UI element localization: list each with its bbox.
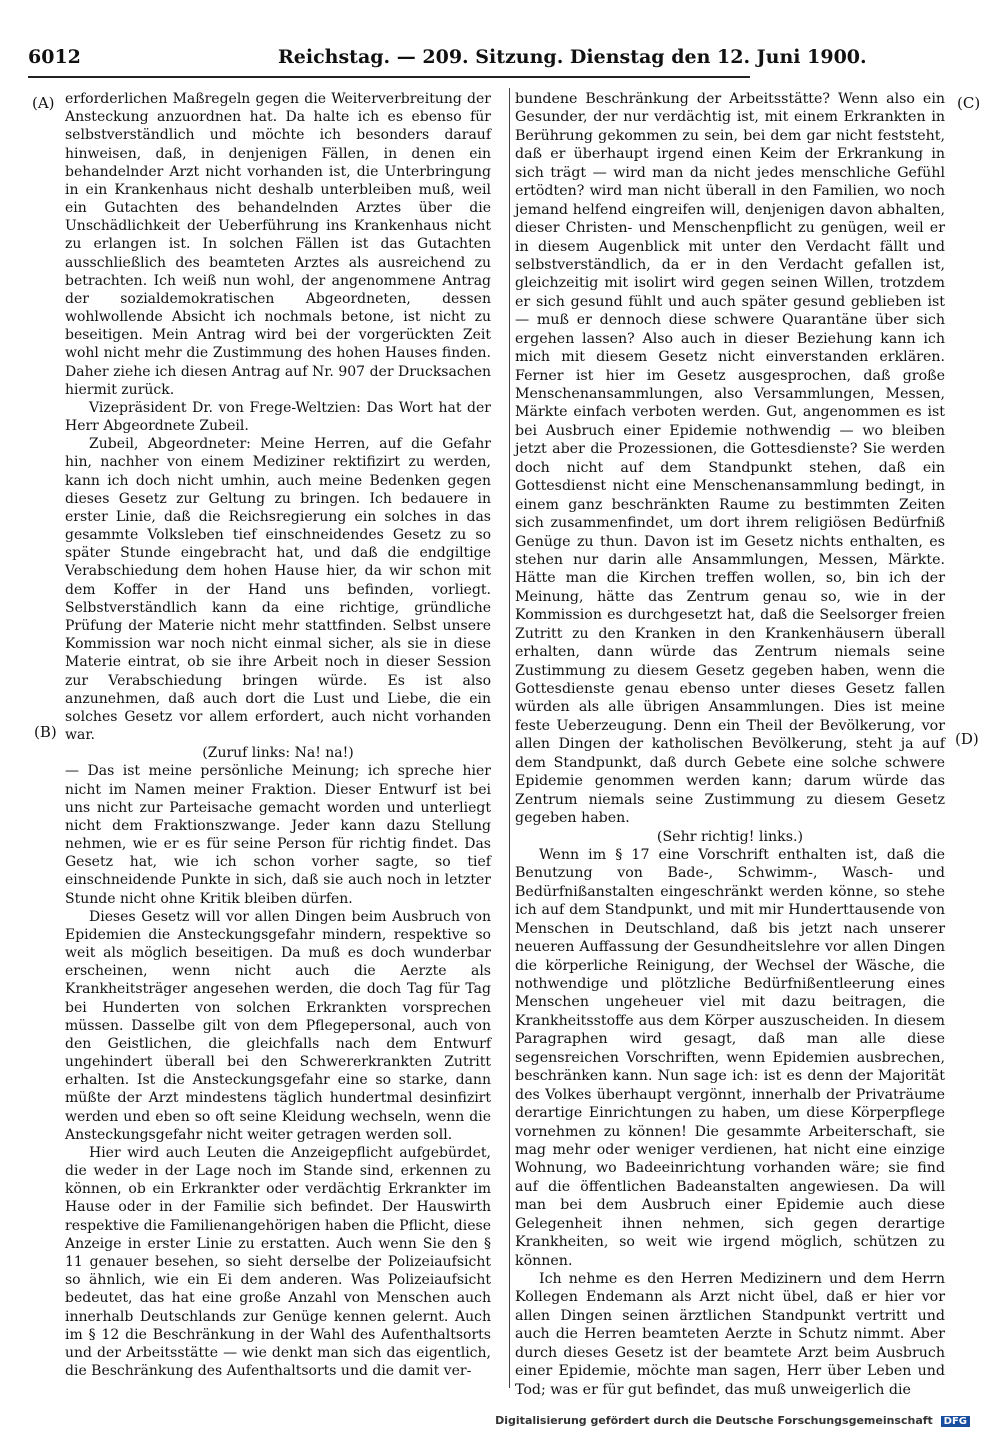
interjection: (Sehr richtig! links.)	[656, 828, 804, 845]
paragraph: Dieses Gesetz will vor allen Dingen beim Ausbruch von Epidemien die Ansteckungsgefahr mindern, respektive so weit als möglich beseitigen. Da muß es doch wunderbar erscheinen, wenn nicht auch die Aerzte als Krankheitsträger angesehen werden, die doch Tag für Tag bei Hunderten von solchen Erkrankten vorsprechen müssen. Dasselbe gilt von dem Pflegepersonal, auch von den Geistlichen, die gleichfalls nach dem Entwurf ungehindert überall bei den Schwererkrankten Zutritt erhalten. Ist die Ansteckungsgefahr eine so starke, dann müßte der Arzt mindestens täglich hundertmal desinfizirt werden und eben so oft seine Kleidung wechseln, wenn die Ansteckungsgefahr nicht weiter getragen werden soll.	[65, 908, 491, 1143]
page-number: 6012	[28, 46, 81, 68]
page-header	[28, 46, 867, 72]
paragraph: Hier wird auch Leuten die Anzeigepflicht aufgebürdet, die weder in der Lage noch im Stande sind, erkennen zu können, ob ein Erkrankter oder verdächtig Erkrankter im Hause oder in der Familie sich befindet. Der Hauswirth respektive die Familienangehörigen haben die Pflicht, diese Anzeige in erster Linie zu erstatten. Auch wenn Sie den § 11 genauer besehen, so sieht derselbe der Polizeiaufsicht so ähnlich, wie ein Ei dem anderen. Was Polizeiaufsicht bedeutet, das hat eine große Anzahl von Menschen auch innerhalb Deutschlands zur Genüge kennen gelernt. Auch im § 12 die Beschränkung in der Wahl des Aufenthaltsorts und der Arbeitsstätte — wie denkt man sich das eigentlich, die Beschränkung des Aufenthaltsorts und die damit ver-	[65, 1144, 491, 1380]
left-column	[65, 90, 491, 1380]
margin-marker-a: (A)	[32, 94, 55, 112]
margin-marker-c: (C)	[957, 94, 981, 112]
paragraph: — Das ist meine persönliche Meinung; ich spreche hier nicht im Namen meiner Fraktion. Dieser Entwurf ist bei uns nicht zur Parteisache gemacht worden und unterliegt nicht dem Fraktionszwange. Jeder kann dazu Stellung nehmen, wie er es für seine Person für richtig findet. Das Gesetz hat, wie ich schon vorher sagte, so tief einschneidende Punkte in sich, daß sie auch noch in letzter Stunde nicht ohne Kritik bleiben dürfen.	[65, 763, 491, 907]
right-column	[515, 90, 945, 1399]
margin-marker-b: (B)	[34, 723, 57, 741]
dfg-logo: DFG	[941, 1416, 970, 1427]
paragraph: erforderlichen Maßregeln gegen die Weiterverbreitung der Ansteckung anzuordnen hat. Da halte ich es ebenso für selbstverständlich und möchte ich besonders darauf hinweisen, daß, in denjenigen Fällen, in denen ein behandelnder Arzt nicht vorhanden ist, die Unterbringung in ein Krankenhaus nicht deshalb unterbleiben muß, weil ein Gutachten des behandelnden Arztes über die Unschädlichkeit der Ueberführung ins Krankenhaus nicht zu erlangen ist. In solchen Fällen ist das Gutachten ausschließlich des beamteten Arztes als ausreichend zu betrachten. Ich weiß nun wohl, der angenommene Antrag der sozialdemokratischen Abgeordneten, dessen wohlwollende Absicht ich nochmals betone, ist nicht zu beseitigen. Mein Antrag wird bei der vorgerückten Zeit wohl nicht mehr die Zustimmung des hohen Hauses finden. Daher ziehe ich diesen Antrag auf Nr. 907 der Drucksachen hiermit zurück.	[65, 91, 491, 398]
footer-credit	[495, 1414, 970, 1427]
footer-text: Digitalisierung gefördert durch die Deutsche Forschungsgemeinschaft	[495, 1414, 933, 1427]
paragraph: bundene Beschränkung der Arbeitsstätte? Wenn also ein Gesunder, der nur verdächtig ist, mit einem Erkrankten in Berührung gekommen zu sein, bei dem gar nicht feststeht, daß er überhaupt irgend einen Keim der Erkrankung in sich trägt — wird man da nicht jedes menschliche Gefühl ertödten? wird man nicht überall in den Familien, wo noch jemand helfend eingreifen will, denjenigen davon abhalten, dieser Christen- und Menschenpflicht zu genügen, weil er in diesem Augenblick mit unter den Verdacht fällt und selbstverständlich, da er in den Verdacht gefallen ist, gleichzeitig mit isolirt wird gegen seinen Willen, trotzdem er sich gesund fühlt und auch später gesund geblieben ist — muß er dennoch diese schwere Quarantäne über sich ergehen lassen? Also auch in dieser Beziehung kann ich mich mit diesem Gesetz nicht einverstanden erklären. Ferner ist hier im Gesetz ausgesprochen, daß große Menschenansammlungen, also Versammlungen, Messen, Märkte einfach verboten werden. Gut, angenommen es ist bei Ausbruch einer Epidemie nothwendig — wo bleiben jetzt aber die Prozessionen, die Gottesdienste? Sie werden doch nicht auf dem Standpunkt stehen, daß ein Gottesdienst nicht eine Menschenansammlung bedingt, in einem ganz beschränkten Raume zu bestimmten Zeiten sich zusammenfindet, um dort ihrem religiösen Bedürfniß Genüge zu thun. Davon ist im Gesetz nichts enthalten, es stehen nur darin alle Ansammlungen, Messen, Märkte. Hätte man die Kirchen treffen wollen, so, bin ich der Meinung, hätte das Zentrum genau so, wie in der Kommission es durchgesetzt hat, daß die Seelsorger freien Zutritt zu den Kranken in den Krankenhäusern überall erhalten, dann würde das Zentrum niemals seine Zustimmung zu diesem Gesetz gegeben haben, wenn die Gottesdienste genau ebenso unter dieses Gesetz fallen würden als alle übrigen Ansammlungen. Dies ist meine feste Ueberzeugung. Denn ein Theil der Bevölkerung, vor allen Dingen der katholischen Bevölkerung, steht ja auf dem Standpunkt, daß durch Gebete eine solche schwere Epidemie genommen werden kann; darum würde das Zentrum niemals seine Zustimmung zu diesem Gesetz gegeben haben.	[515, 91, 945, 827]
header-rule	[28, 76, 750, 78]
margin-marker-d: (D)	[955, 730, 979, 748]
paragraph: Ich nehme es den Herren Medizinern und dem Herrn Kollegen Endemann als Arzt nicht übel, daß er hier vor allen Dingen seinen ärztlichen Standpunkt vertritt und auch die Herren beamteten Aerzte in Schutz nimmt. Aber durch dieses Gesetz ist der beamtete Arzt beim Ausbruch einer Epidemie, möchte man sagen, Herr über Leben und Tod; was er für gut befindet, das muß unweigerlich die	[515, 1271, 945, 1398]
paragraph: Vizepräsident Dr. von Frege-Weltzien: Das Wort hat der Herr Abgeordnete Zubeil.	[65, 399, 491, 435]
interjection: (Zuruf links: Na! na!)	[202, 745, 354, 762]
paragraph: Zubeil, Abgeordneter: Meine Herren, auf die Gefahr hin, nachher von einem Mediziner rektifizirt zu werden, kann ich doch nicht umhin, auch meine Bedenken gegen dieses Gesetz zur Geltung zu bringen. Ich bedauere in erster Linie, daß die Reichsregierung ein solches in das gesammte Volksleben tief einschneidendes Gesetz zu so später Stunde eingebracht hat, und daß die endgiltige Verabschiedung dem hohen Hause hier, da wir schon mit dem Koffer in der Hand uns befinden, vorliegt. Selbstverständlich kann da eine richtige, gründliche Prüfung der Materie nicht mehr stattfinden. Selbst unsere Kommission war noch nicht einmal sicher, als sie in diese Materie eintrat, ob sie ihre Arbeit noch in dieser Session zur Verabschiedung bringen würde. Es ist also anzunehmen, daß auch dort die Lust und Liebe, die ein solches Gesetz vor allem erfordert, auch nicht vorhanden war.	[65, 436, 491, 744]
page-title: Reichstag. — 209. Sitzung. Dienstag den 12. Juni 1900.	[278, 46, 867, 68]
paragraph: Wenn im § 17 eine Vorschrift enthalten ist, daß die Benutzung von Bade-, Schwimm-, Wasch- und Bedürfnißanstalten eingeschränkt werden könne, so stehe ich auf dem Standpunkt, und mit mir Hunderttausende von Menschen in Deutschland, daß bis jetzt nach unserer neueren Auffassung der Gesundheitslehre vor allen Dingen die körperliche Reinigung, der Wechsel der Wäsche, die nothwendige und plötzliche Bedürfnißentleerung eines Menschen ungeheuer viel mit dazu beitragen, die Krankheitsstoffe aus dem Körper auszuscheiden. In diesem Paragraphen wird gesagt, daß man alle diese segensreichen Vorschriften, wenn Epidemien ausbrechen, beschränken kann. Nun sage ich: ist es denn der Majorität des Volkes überhaupt vergönnt, innerhalb der Privaträume derartige Einrichtungen zu haben, um diese Körperpflege vornehmen zu können! Die gesammte Arbeiterschaft, sie mag mehr oder weniger verdienen, hat nicht eine einzige Wohnung, wo Badeeinrichtung vorhanden wäre; sie find auf die öffentlichen Badeanstalten angewiesen. Da will man bei dem Ausbruch einer Epidemie auch diese Gelegenheit ihnen nehmen, sich gegen derartige Krankheiten, so weit wie irgend möglich, schützen zu können.	[515, 846, 945, 1269]
column-divider	[509, 88, 510, 1388]
